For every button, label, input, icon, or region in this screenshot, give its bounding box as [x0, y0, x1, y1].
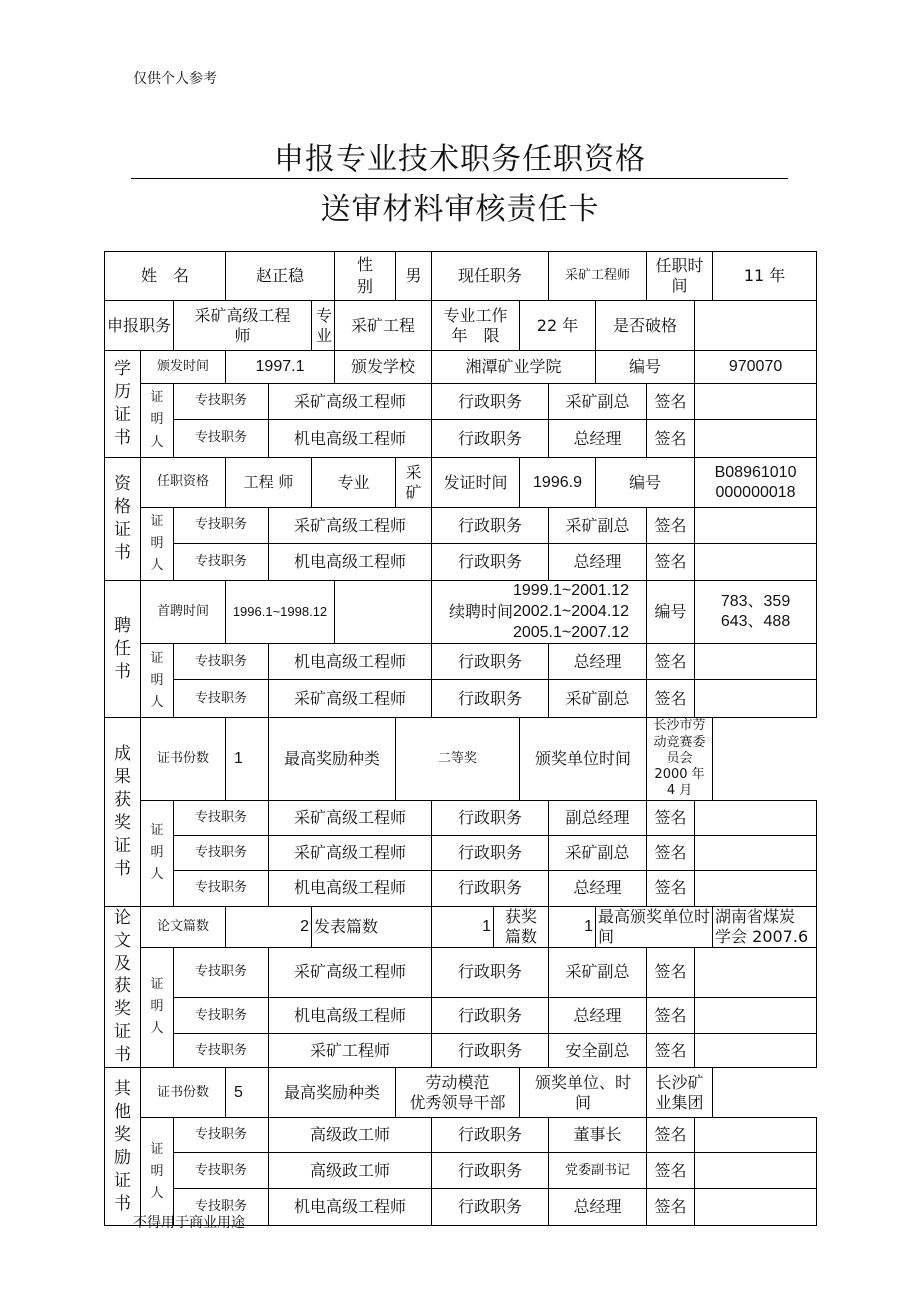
other-section-label: 其他奖励证书 — [105, 1068, 141, 1226]
education-school: 湘潭矿业学院 — [432, 351, 596, 384]
achievement-witness-2-tech: 采矿高级工程师 — [269, 835, 432, 870]
papers-witness-row-2 — [105, 998, 817, 1034]
qualification-witness-2-admin: 总经理 — [549, 544, 647, 581]
name-value: 赵正稳 — [226, 252, 335, 301]
qualification-witness-1-sign — [695, 508, 817, 544]
other-row-1 — [105, 1068, 817, 1118]
education-witness-2-sign — [695, 420, 817, 458]
papers-count: 2 — [226, 906, 312, 947]
papers-unit-label: 最高颁奖单位时 间 — [596, 906, 713, 947]
papers-witness-3-admin-label: 行政职务 — [432, 1034, 549, 1068]
papers-count-label: 论文篇数 — [141, 906, 226, 947]
qualification-witness-1-tech: 采矿高级工程师 — [269, 508, 432, 544]
other-witness-3-tech-label: 专技职务 — [174, 1189, 269, 1226]
qualification-major-label: 专业 — [312, 458, 396, 508]
achievement-section-label: 成果获奖证书 — [105, 718, 141, 906]
papers-witness-1-tech-label: 专技职务 — [174, 947, 269, 998]
review-table — [104, 251, 817, 1226]
education-witness-1-tech-label: 专技职务 — [174, 384, 269, 420]
employment-number-line-1: 783、359 — [720, 593, 791, 611]
education-number: 970070 — [695, 351, 817, 384]
employment-witness-1-tech-label: 专技职务 — [174, 644, 269, 680]
employment-witness-2-sign-label: 签名 — [647, 680, 695, 718]
education-number-label: 编号 — [596, 351, 695, 384]
other-witness-1-sign-label: 签名 — [647, 1118, 695, 1153]
other-witness-1-tech: 高级政工师 — [269, 1118, 432, 1153]
other-witness-3-admin: 总经理 — [549, 1189, 647, 1226]
other-witness-1-admin: 董事长 — [549, 1118, 647, 1153]
apply-post-value: 采矿高级工程师 — [174, 301, 312, 351]
papers-witness-2-sign-label: 签名 — [647, 998, 695, 1034]
gender-label: 性别 — [335, 252, 396, 301]
other-witness-2-tech-label: 专技职务 — [174, 1153, 269, 1189]
achievement-witness-label: 证明人 — [141, 800, 174, 906]
other-top-award-line-1: 劳动模范 — [425, 1072, 490, 1092]
papers-witness-label: 证明人 — [141, 947, 174, 1068]
achievement-witness-2-sign-label: 签名 — [647, 835, 695, 870]
education-school-label: 颁发学校 — [335, 351, 432, 384]
achievement-unit — [647, 718, 713, 800]
header-note: 仅供个人参考 — [133, 71, 217, 87]
employment-section-label: 聘任书 — [105, 581, 141, 718]
papers-witness-3-admin: 安全副总 — [549, 1034, 647, 1068]
other-witness-row-2 — [105, 1153, 817, 1189]
other-unit: 长沙矿业集团 — [647, 1068, 713, 1118]
review-form — [104, 251, 816, 1226]
papers-published-label: 发表篇数 — [312, 906, 432, 947]
papers-witness-row-1 — [105, 947, 817, 998]
qualification-witness-2-admin-label: 行政职务 — [432, 544, 549, 581]
qualification-witness-2-sign — [695, 544, 817, 581]
qualification-number-label: 编号 — [596, 458, 695, 508]
employment-witness-2-tech-label: 专技职务 — [174, 680, 269, 718]
qualification-witness-1-sign-label: 签名 — [647, 508, 695, 544]
achievement-witness-row-1 — [105, 800, 817, 835]
papers-witness-2-tech-label: 专技职务 — [174, 998, 269, 1034]
education-witness-1-sign-label: 签名 — [647, 384, 695, 420]
qualification-level: 工程 师 — [226, 458, 312, 508]
other-witness-3-tech: 机电高级工程师 — [269, 1189, 432, 1226]
achievement-witness-2-tech-label: 专技职务 — [174, 835, 269, 870]
employment-witness-2-admin-label: 行政职务 — [432, 680, 549, 718]
achievement-witness-2-admin-label: 行政职务 — [432, 835, 549, 870]
qualification-issue-time: 1996.9 — [520, 458, 596, 508]
other-witness-2-sign — [695, 1153, 817, 1189]
papers-witness-1-admin-label: 行政职务 — [432, 947, 549, 998]
papers-witness-2-tech: 机电高级工程师 — [269, 998, 432, 1034]
qualification-row-1 — [105, 458, 817, 508]
work-years-label: 专业工作年 限 — [432, 301, 520, 351]
other-witness-3-sign-label: 签名 — [647, 1189, 695, 1226]
education-witness-1-admin: 采矿副总 — [549, 384, 647, 420]
qualification-witness-1-admin: 采矿副总 — [549, 508, 647, 544]
papers-awarded-label: 获奖篇数 — [494, 906, 549, 947]
achievement-witness-row-3 — [105, 870, 817, 906]
achievement-top-award: 二等奖 — [396, 718, 520, 800]
papers-witness-3-sign — [695, 1034, 817, 1068]
other-witness-2-admin: 党委副书记 — [549, 1153, 647, 1189]
achievement-witness-1-admin-label: 行政职务 — [432, 800, 549, 835]
achievement-witness-1-sign-label: 签名 — [647, 800, 695, 835]
education-section-label: 学历证书 — [105, 351, 141, 458]
papers-witness-2-sign — [695, 998, 817, 1034]
gender-value: 男 — [396, 252, 432, 301]
employment-witness-1-sign-label: 签名 — [647, 644, 695, 680]
current-post-value: 采矿工程师 — [549, 252, 647, 301]
other-witness-1-sign — [695, 1118, 817, 1153]
basic-row-1 — [105, 252, 817, 301]
employment-witness-row-2 — [105, 680, 817, 718]
achievement-witness-3-admin: 总经理 — [549, 870, 647, 906]
employment-renew — [432, 581, 647, 644]
employment-number-label: 编号 — [647, 581, 695, 644]
qualification-section-label: 资格证书 — [105, 458, 141, 581]
achievement-witness-3-admin-label: 行政职务 — [432, 870, 549, 906]
achievement-witness-1-sign — [695, 800, 817, 835]
education-witness-label: 证明人 — [141, 384, 174, 458]
other-unit-label: 颁奖单位、时间 — [520, 1068, 647, 1118]
papers-unit-line-2: 学会 2007.6 — [715, 926, 809, 946]
major-label: 专业 — [312, 301, 335, 351]
education-witness-row-2 — [105, 420, 817, 458]
achievement-witness-3-tech-label: 专技职务 — [174, 870, 269, 906]
qualification-witness-2-sign-label: 签名 — [647, 544, 695, 581]
education-row-1 — [105, 351, 817, 384]
apply-post-label: 申报职务 — [105, 301, 174, 351]
education-witness-2-admin: 总经理 — [549, 420, 647, 458]
achievement-unit-label: 颁奖单位时间 — [520, 718, 647, 800]
work-years-value: 22 年 — [520, 301, 596, 351]
other-witness-row-1 — [105, 1118, 817, 1153]
qualification-number-line-1: B08961010 — [714, 463, 797, 481]
employment-number — [695, 581, 817, 644]
employment-witness-2-tech: 采矿高级工程师 — [269, 680, 432, 718]
achievement-copies-label: 证书份数 — [141, 718, 226, 800]
employment-renew-label: 续聘时间 — [448, 602, 513, 622]
other-top-award-label: 最高奖励种类 — [269, 1068, 396, 1118]
employment-number-line-2: 643、488 — [720, 613, 791, 631]
papers-witness-2-admin: 总经理 — [549, 998, 647, 1034]
qualification-witness-2-tech-label: 专技职务 — [174, 544, 269, 581]
employment-gap — [335, 581, 432, 644]
other-top-award — [396, 1068, 520, 1118]
employment-witness-1-admin: 总经理 — [549, 644, 647, 680]
education-witness-2-sign-label: 签名 — [647, 420, 695, 458]
achievement-witness-3-sign-label: 签名 — [647, 870, 695, 906]
other-copies: 5 — [226, 1068, 269, 1118]
other-witness-label: 证明人 — [141, 1118, 174, 1226]
qualification-issue-time-label: 发证时间 — [432, 458, 520, 508]
education-witness-row-1 — [105, 384, 817, 420]
name-label: 姓 名 — [105, 252, 226, 301]
employment-witness-2-admin: 采矿副总 — [549, 680, 647, 718]
papers-witness-1-sign — [695, 947, 817, 998]
employment-renew-2: 2002.1~2004.12 — [512, 602, 630, 620]
education-witness-1-sign — [695, 384, 817, 420]
current-post-label: 现任职务 — [432, 252, 549, 301]
employment-renew-periods — [513, 581, 629, 643]
employment-witness-1-sign — [695, 644, 817, 680]
achievement-row-1 — [105, 718, 817, 800]
major-value: 采矿工程 — [335, 301, 432, 351]
education-witness-2-admin-label: 行政职务 — [432, 420, 549, 458]
achievement-top-award-label: 最高奖励种类 — [269, 718, 396, 800]
papers-row-1 — [105, 906, 817, 947]
papers-witness-1-tech: 采矿高级工程师 — [269, 947, 432, 998]
employment-first: 1996.1~1998.12 — [226, 581, 335, 644]
education-witness-2-tech-label: 专技职务 — [174, 420, 269, 458]
education-witness-2-tech: 机电高级工程师 — [269, 420, 432, 458]
employment-witness-row-1 — [105, 644, 817, 680]
papers-published: 1 — [432, 906, 494, 947]
papers-witness-3-sign-label: 签名 — [647, 1034, 695, 1068]
footer-note: 不得用于商业用途 — [133, 1215, 245, 1231]
exception-label: 是否破格 — [596, 301, 695, 351]
qualification-witness-row-2 — [105, 544, 817, 581]
qualification-witness-1-tech-label: 专技职务 — [174, 508, 269, 544]
achievement-witness-1-tech: 采矿高级工程师 — [269, 800, 432, 835]
papers-witness-1-admin: 采矿副总 — [549, 947, 647, 998]
employment-row-1 — [105, 581, 817, 644]
papers-unit-line-1: 湖南省煤炭 — [715, 906, 796, 926]
other-witness-1-tech-label: 专技职务 — [174, 1118, 269, 1153]
achievement-witness-1-admin: 副总经理 — [549, 800, 647, 835]
qualification-number — [695, 458, 817, 508]
achievement-witness-row-2 — [105, 835, 817, 870]
basic-row-2 — [105, 301, 817, 351]
achievement-copies: 1 — [226, 718, 269, 800]
achievement-witness-2-sign — [695, 835, 817, 870]
tenure-label: 任职时间 — [647, 252, 713, 301]
papers-witness-3-tech-label: 专技职务 — [174, 1034, 269, 1068]
achievement-witness-3-tech: 机电高级工程师 — [269, 870, 432, 906]
education-witness-1-admin-label: 行政职务 — [432, 384, 549, 420]
qualification-witness-1-admin-label: 行政职务 — [432, 508, 549, 544]
qualification-witness-2-tech: 机电高级工程师 — [269, 544, 432, 581]
other-witness-2-admin-label: 行政职务 — [432, 1153, 549, 1189]
qualification-major: 采矿 — [396, 458, 432, 508]
papers-witness-row-3 — [105, 1034, 817, 1068]
employment-first-label: 首聘时间 — [141, 581, 226, 644]
achievement-unit-line-2: 员会 2000 年 4 月 — [654, 750, 705, 799]
other-witness-3-sign — [695, 1189, 817, 1226]
employment-witness-label: 证明人 — [141, 644, 174, 718]
papers-witness-1-sign-label: 签名 — [647, 947, 695, 998]
employment-witness-1-admin-label: 行政职务 — [432, 644, 549, 680]
employment-witness-2-sign — [695, 680, 817, 718]
employment-renew-3: 2005.1~2007.12 — [512, 623, 630, 641]
other-top-award-line-2: 优秀领导干部 — [409, 1092, 506, 1112]
title-line-2: 送审材料审核责任卡 — [320, 192, 600, 227]
qualification-witness-row-1 — [105, 508, 817, 544]
qualification-witness-label: 证明人 — [141, 508, 174, 581]
papers-unit — [713, 906, 817, 947]
education-issue-time-label: 颁发时间 — [141, 351, 226, 384]
achievement-witness-2-admin: 采矿副总 — [549, 835, 647, 870]
papers-witness-2-admin-label: 行政职务 — [432, 998, 549, 1034]
qualification-number-line-2: 000000018 — [715, 483, 796, 501]
other-witness-1-admin-label: 行政职务 — [432, 1118, 549, 1153]
tenure-value: 11 年 — [713, 252, 817, 301]
papers-witness-3-tech: 采矿工程师 — [269, 1034, 432, 1068]
papers-awarded: 1 — [549, 906, 596, 947]
achievement-witness-1-tech-label: 专技职务 — [174, 800, 269, 835]
papers-section-label: 论文及获奖证书 — [105, 906, 141, 1068]
achievement-unit-line-1: 长沙市劳动竞赛委 — [653, 718, 706, 750]
title-divider — [131, 178, 788, 179]
education-witness-1-tech: 采矿高级工程师 — [269, 384, 432, 420]
exception-value — [695, 301, 817, 351]
other-witness-2-sign-label: 签名 — [647, 1153, 695, 1189]
achievement-witness-3-sign — [695, 870, 817, 906]
education-issue-time: 1997.1 — [226, 351, 335, 384]
employment-witness-1-tech: 机电高级工程师 — [269, 644, 432, 680]
title-line-1: 申报专业技术职务任职资格 — [274, 142, 646, 177]
other-witness-2-tech: 高级政工师 — [269, 1153, 432, 1189]
other-witness-3-admin-label: 行政职务 — [432, 1189, 549, 1226]
employment-renew-1: 1999.1~2001.12 — [512, 582, 630, 599]
qualification-level-label: 任职资格 — [141, 458, 226, 508]
other-copies-label: 证书份数 — [141, 1068, 226, 1118]
